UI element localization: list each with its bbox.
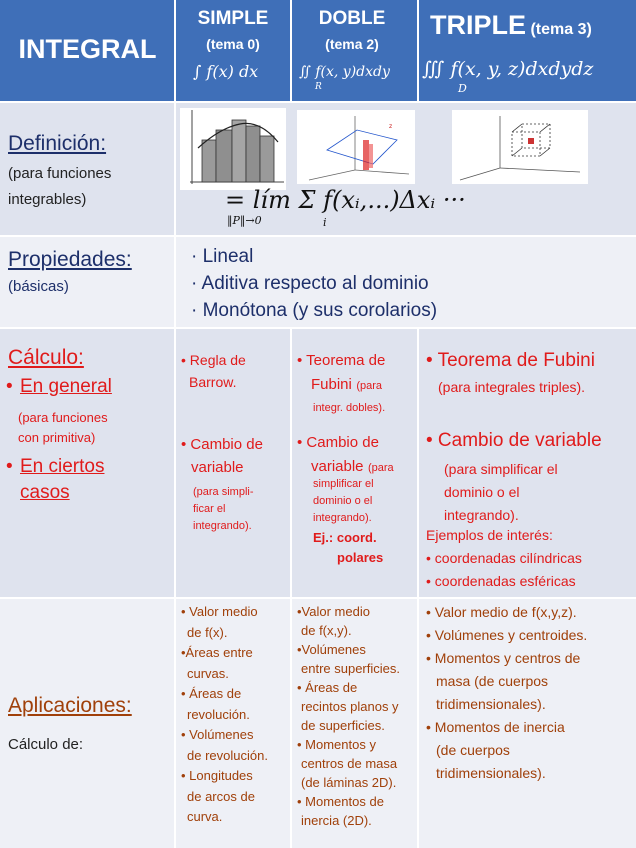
- aplicacion-line: de superficies.: [301, 718, 385, 733]
- integral-title: INTEGRAL: [18, 34, 157, 64]
- doble-teorema-1: • Teorema de: [297, 352, 386, 369]
- aplicaciones-triple: [418, 598, 636, 848]
- simple-formula: ∫ f(x) dx: [193, 62, 259, 81]
- simple-cambio-2: variable: [191, 459, 244, 476]
- header-triple: [418, 0, 636, 102]
- triple-ejemplo-esfericas: • coordenadas esféricas: [426, 573, 576, 589]
- definicion-note-1: (para funciones: [8, 165, 112, 182]
- header-simple: [175, 0, 291, 102]
- aplicacion-line: •Valor medio: [297, 604, 370, 619]
- triple-teorema-note: (para integrales triples).: [438, 379, 586, 395]
- definicion-note-2: integrables): [8, 191, 87, 208]
- calculo-label-cell: [0, 328, 175, 598]
- aplicacion-line: tridimensionales).: [436, 765, 546, 781]
- doble-cambio-2: variable (para: [311, 458, 394, 475]
- definicion-formula-norm: ‖P‖→0: [227, 214, 262, 227]
- definicion-label: Definición:: [8, 132, 107, 155]
- triple-formula: ∭ f(x, y, z)dxdydz: [422, 58, 594, 80]
- aplicacion-line: • Valor medio: [181, 604, 258, 619]
- aplicacion-line: • Momentos de inercia: [426, 719, 565, 735]
- simple-sub: (tema 0): [206, 36, 260, 52]
- grid-line-v3: [417, 0, 419, 102]
- propiedades-note: (básicas): [8, 278, 69, 295]
- simple-title: SIMPLE: [197, 8, 269, 29]
- calculo-doble: [291, 328, 418, 598]
- doble-title: DOBLE: [318, 8, 386, 29]
- triple-cambio: • Cambio de variable: [426, 430, 602, 451]
- definicion-content: [175, 102, 636, 236]
- propiedades-label-cell: [0, 236, 175, 328]
- doble-sub: (tema 2): [325, 36, 379, 52]
- triple-ejemplos-heading: Ejemplos de interés:: [426, 527, 553, 543]
- aplicaciones-doble: [291, 598, 418, 848]
- aplicaciones-label-cell: [0, 598, 175, 848]
- aplicacion-line: • Áreas de: [181, 686, 242, 701]
- aplicacion-line: inercia (2D).: [301, 813, 372, 828]
- simple-cambio-1: • Cambio de: [181, 436, 263, 453]
- aplicacion-line: masa (de cuerpos: [436, 673, 549, 689]
- aplicacion-line: centros de masa: [301, 756, 398, 771]
- aplicacion-line: • Áreas de: [297, 680, 358, 695]
- aplicaciones-label: Aplicaciones:: [8, 694, 132, 717]
- propiedades-list: [175, 236, 636, 328]
- double-integral-image: [297, 110, 415, 184]
- aplicacion-line: • Valor medio de f(x,y,z).: [426, 604, 577, 620]
- aplicacion-line: • Volúmenes: [181, 727, 254, 742]
- doble-cambio-note-3: dominio o el: [313, 495, 373, 507]
- doble-cambio-note-2: simplificar el: [313, 478, 374, 490]
- aplicacion-line: • Momentos y centros de: [426, 650, 581, 666]
- doble-ejemplo-1: Ej.: coord.: [313, 530, 377, 545]
- doble-cambio-1: • Cambio de: [297, 434, 379, 451]
- aplicacion-line: curvas.: [187, 665, 229, 681]
- doble-cambio-note-4: integrando).: [313, 512, 372, 524]
- aplicacion-line: (de cuerpos: [436, 742, 510, 758]
- calculo-ciertos-link-1[interactable]: En ciertos: [20, 456, 105, 477]
- simple-cambio-note-1: (para simpli-: [193, 486, 254, 498]
- grid-line-v3b: [417, 328, 419, 848]
- simple-cambio-note-2: ficar el: [193, 503, 226, 515]
- aplicacion-line: (de láminas 2D).: [301, 775, 397, 790]
- definicion-formula-index: i: [323, 216, 327, 229]
- triple-teorema: • Teorema de Fubini: [426, 350, 595, 371]
- grid-line-h4: [0, 597, 636, 599]
- aplicacion-line: • Volúmenes y centroides.: [426, 627, 588, 643]
- aplicacion-line: •Volúmenes: [297, 642, 366, 657]
- grid-line-v2b: [290, 328, 292, 848]
- aplicacion-line: tridimensionales).: [436, 696, 546, 712]
- doble-formula: ∬ f(x, y)dxdy: [299, 64, 390, 80]
- calculo-label: Cálculo:: [8, 346, 84, 369]
- doble-teorema-2: Fubini (para: [311, 376, 382, 393]
- triple-integral-image: [452, 110, 588, 184]
- calculo-general-note-1: (para funciones: [18, 410, 108, 425]
- aplicacion-line: • Longitudes: [181, 768, 253, 783]
- aplicacion-line: recintos planos y: [301, 699, 399, 714]
- doble-ejemplo-2: polares: [337, 550, 384, 565]
- aplicacion-line: de revolución.: [187, 747, 268, 763]
- triple-region: D: [458, 82, 467, 95]
- simple-regla-2: Barrow.: [189, 374, 237, 390]
- triple-ejemplo-cilindricas: • coordenadas cilíndricas: [426, 550, 582, 566]
- calculo-general-link[interactable]: En general: [20, 376, 112, 397]
- riemann-sum-image: [180, 108, 286, 190]
- propiedad-item-lineal: · Lineal: [191, 246, 254, 267]
- aplicacion-line: revolución.: [187, 706, 250, 722]
- triple-cambio-note-2: dominio o el: [444, 484, 520, 500]
- calculo-triple: [418, 328, 636, 598]
- aplicacion-line: • Momentos y: [297, 737, 376, 752]
- definicion-label-cell: [0, 102, 175, 236]
- aplicacion-line: entre superficies.: [301, 661, 400, 676]
- aplicacion-line: •Áreas entre: [181, 645, 253, 660]
- triple-title: TRIPLE (tema 3): [430, 10, 592, 40]
- svg-text:z: z: [389, 123, 393, 130]
- propiedad-item-aditiva: · Aditiva respecto al dominio: [191, 273, 429, 294]
- calculo-general-bullet: •: [6, 376, 13, 397]
- aplicacion-line: • Momentos de: [297, 794, 384, 809]
- calculo-simple: [175, 328, 291, 598]
- aplicacion-line: de f(x).: [187, 624, 228, 640]
- aplicaciones-simple: [175, 598, 291, 848]
- simple-cambio-note-3: integrando).: [193, 520, 252, 532]
- triple-cambio-note-3: integrando).: [444, 507, 519, 523]
- grid-line-h1: [0, 101, 636, 103]
- calculo-ciertos-bullet: •: [6, 456, 13, 477]
- calculo-ciertos-link-2[interactable]: casos: [20, 482, 70, 503]
- propiedades-label: Propiedades:: [8, 248, 132, 271]
- aplicacion-line: curva.: [187, 809, 223, 824]
- aplicaciones-note: Cálculo de:: [8, 736, 84, 753]
- definicion-formula: = lím Σ f(xᵢ,...)Δxᵢ ···: [225, 186, 466, 214]
- grid-line-h2: [0, 235, 636, 237]
- doble-region: R: [315, 82, 322, 92]
- aplicacion-line: de arcos de: [187, 788, 255, 804]
- grid-line-v2: [290, 0, 292, 102]
- header-doble: [291, 0, 418, 102]
- grid-line-v1: [174, 0, 176, 848]
- simple-regla-1: • Regla de: [181, 352, 246, 368]
- grid-line-h3: [0, 327, 636, 329]
- calculo-general-note-2: con primitiva): [18, 430, 96, 445]
- triple-cambio-note-1: (para simplificar el: [444, 461, 558, 477]
- propiedad-item-monotona: · Monótona (y sus corolarios): [191, 300, 438, 321]
- header-integral: [0, 0, 175, 102]
- doble-teorema-note-2: integr. dobles).: [313, 402, 386, 414]
- aplicacion-line: de f(x,y).: [301, 623, 352, 638]
